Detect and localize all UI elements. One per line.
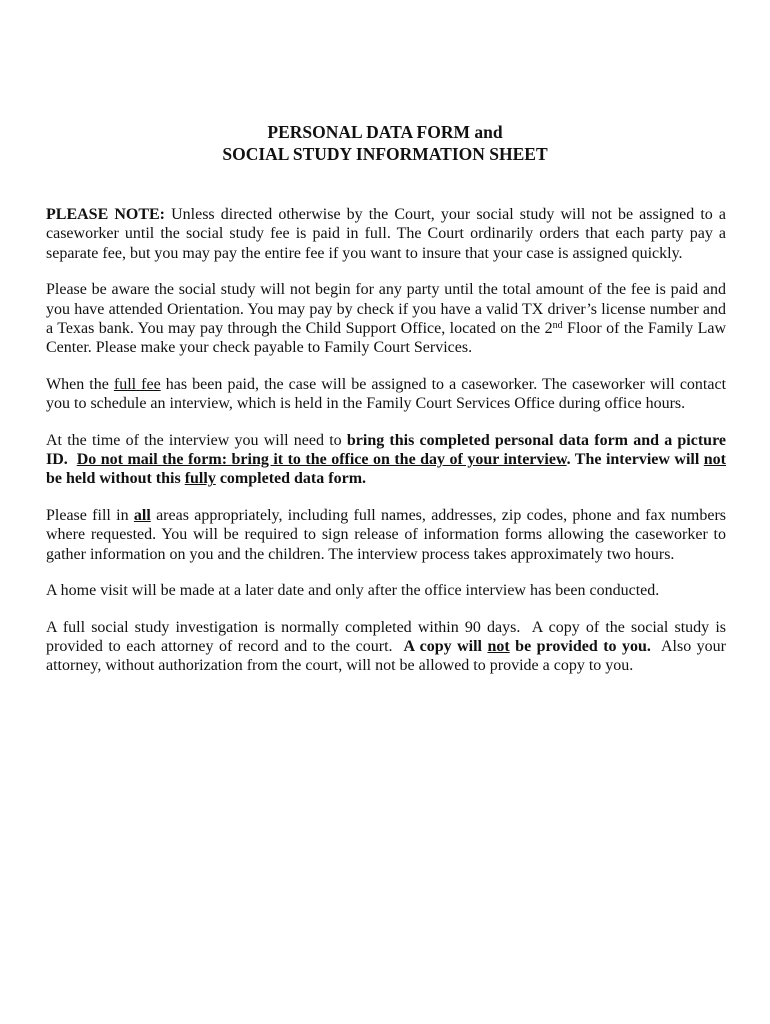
interview-bold-2: . The interview will: [566, 451, 704, 469]
full-fee-text-1: When the: [46, 375, 114, 393]
paragraph-fee-payment: [46, 280, 726, 358]
interview-gap: [68, 451, 77, 468]
paragraph-home-visit: [46, 581, 726, 600]
home-visit-text: A home visit will be made at a later date and only after the office interview has been conducted.: [46, 582, 660, 600]
paragraph-full-fee: [46, 375, 726, 414]
do-not-mail-warning: Do not mail the form: bring it to the office on the day of your interview: [76, 451, 567, 469]
please-note-text: Unless directed otherwise by the Court, your social study will not be assigned to a caseworker until the social study fee is paid in full. The Court ordinarily orders that each party pay a separate fee, but you may pay the entire fee if you want to insure that your case is assigned quickly.: [46, 206, 726, 262]
ordinal-superscript: nd: [552, 320, 563, 332]
interview-not-underlined: not: [703, 451, 727, 469]
fee-payment-text-1: Please be aware the social study will not begin for any party until the total amount of the fee is paid and you have attended Orientation. You may pay by check if you have a valid TX driver’s license number and a Texas bank. You may pay through the Child Support Office, located on the 2: [46, 281, 726, 338]
full-fee-underlined: full fee: [113, 375, 161, 393]
paragraph-investigation: [46, 618, 731, 676]
fee-payment-text-2: Floor of the Family Law Center. Please make your check payable to Family Court Services.: [46, 320, 727, 357]
investigation-text-2: Also your attorney, without authorization from the court, will not be allowed to provide a copy to you.: [46, 637, 731, 675]
full-fee-text-2: has been paid, the case will be assigned to a caseworker. The caseworker will contact you to schedule an interview, which is held in the Family Court Services Office during office hours.: [46, 375, 727, 413]
interview-bold-3: be held without this: [46, 470, 185, 488]
please-note-label: PLEASE NOTE:: [46, 206, 166, 223]
title-line-1: PERSONAL DATA FORM and: [267, 122, 503, 142]
fill-text-1: Please fill in: [46, 506, 134, 524]
paragraph-please-note: [46, 205, 726, 263]
interview-text-1: At the time of the interview you will need to: [46, 431, 347, 449]
paragraph-fill-all-areas: [46, 506, 726, 564]
page-title: [0, 121, 770, 165]
copy-notice-bold-2: be provided to you.: [509, 637, 651, 655]
fill-text-2: areas appropriately, including full names, addresses, zip codes, phone and fax numbers where requested. You will be required to sign release of information forms allowing the caseworker to gather information on you and the children. The interview process takes approximately two hours.: [46, 506, 726, 563]
investigation-text-1: A full social study investigation is normally completed within 90 days. A copy of the social study is provided to each attorney of record and to the court.: [46, 618, 730, 655]
title-line-2: SOCIAL STUDY INFORMATION SHEET: [222, 144, 548, 164]
fill-all-underlined: all: [133, 506, 151, 524]
document-body: [46, 205, 731, 693]
interview-bold-1: bring this completed personal data form and a picture ID.: [46, 431, 726, 469]
paragraph-interview-requirements: [46, 431, 726, 489]
copy-notice-bold-1: A copy will: [403, 637, 488, 655]
interview-bold-4: completed data form.: [215, 470, 367, 488]
copy-notice-not-underlined: not: [487, 637, 510, 655]
interview-fully-underlined: fully: [184, 470, 216, 488]
